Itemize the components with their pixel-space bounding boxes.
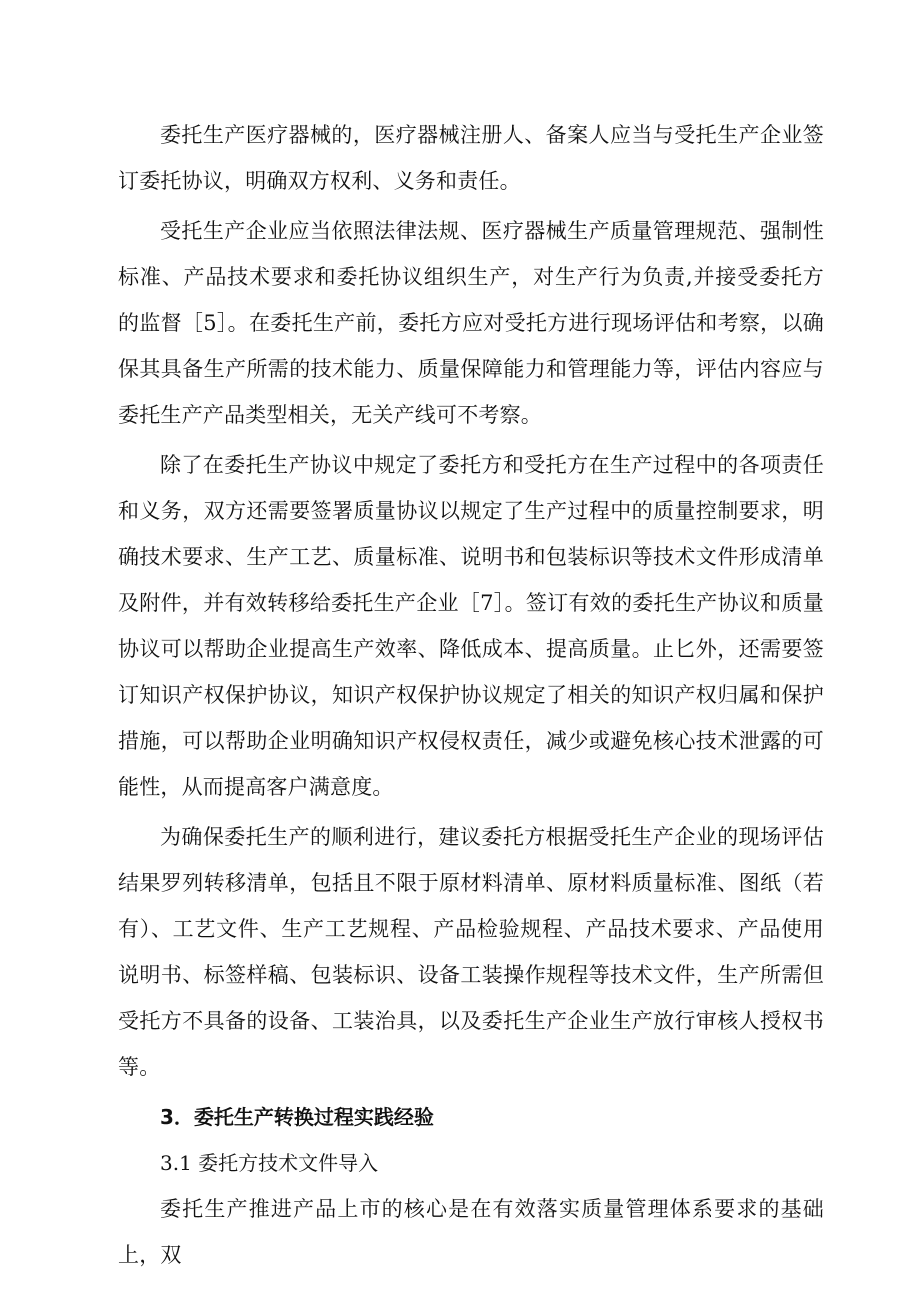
- document-page: [118, 112, 824, 1278]
- subsection-heading: 3.1 委托方技术文件导入: [160, 1151, 379, 1175]
- paragraph-transfer-list: 为确保委托生产的顺利进行，建议委托方根据受托生产企业的现场评估结果罗列转移清单，包括且不限于原材料清单、原材料质量标准、图纸（若有）、工艺文件、生产工艺规程、产品检验规程、产品技术要求、产品使用说明书、标签样稿、包装标识、设备工装操作规程等技术文件，生产所需但受托方不具备的设备、工装治具，以及委托生产企业生产放行审核人授权书等。: [118, 825, 824, 1079]
- section-heading: 3．委托生产转换过程实践经验: [160, 1105, 434, 1129]
- paragraph-contract-manufacturer-duties: 受托生产企业应当依照法律法规、医疗器械生产质量管理规范、强制性标准、产品技术要求和委托协议组织生产，对生产行为负责,并接受委托方的监督［5］。在委托生产前，委托方应对受托方进行现场评估和考察，以确保其具备生产所需的技术能力、质量保障能力和管理能力等，评估内容应与委托生产产品类型相关，无关产线可不考察。: [118, 219, 824, 427]
- paragraph-final: 委托生产推进产品上市的核心是在有效落实质量管理体系要求的基础上，双: [118, 1197, 824, 1267]
- paragraph-entrustment-agreement: 委托生产医疗器械的，医疗器械注册人、备案人应当与受托生产企业签订委托协议，明确双方权利、义务和责任。: [118, 123, 824, 193]
- paragraph-quality-agreement: 除了在委托生产协议中规定了委托方和受托方在生产过程中的各项责任和义务，双方还需要签署质量协议以规定了生产过程中的质量控制要求，明确技术要求、生产工艺、质量标准、说明书和包装标识等技术文件形成清单及附件，并有效转移给委托生产企业［7］。签订有效的委托生产协议和质量协议可以帮助企业提高生产效率、降低成本、提高质量。止匕外，还需要签订知识产权保护协议，知识产权保护协议规定了相关的知识产权归属和保护措施，可以帮助企业明确知识产权侵权责任，减少或避免核心技术泄露的可能性，从而提高客户满意度。: [118, 453, 824, 799]
